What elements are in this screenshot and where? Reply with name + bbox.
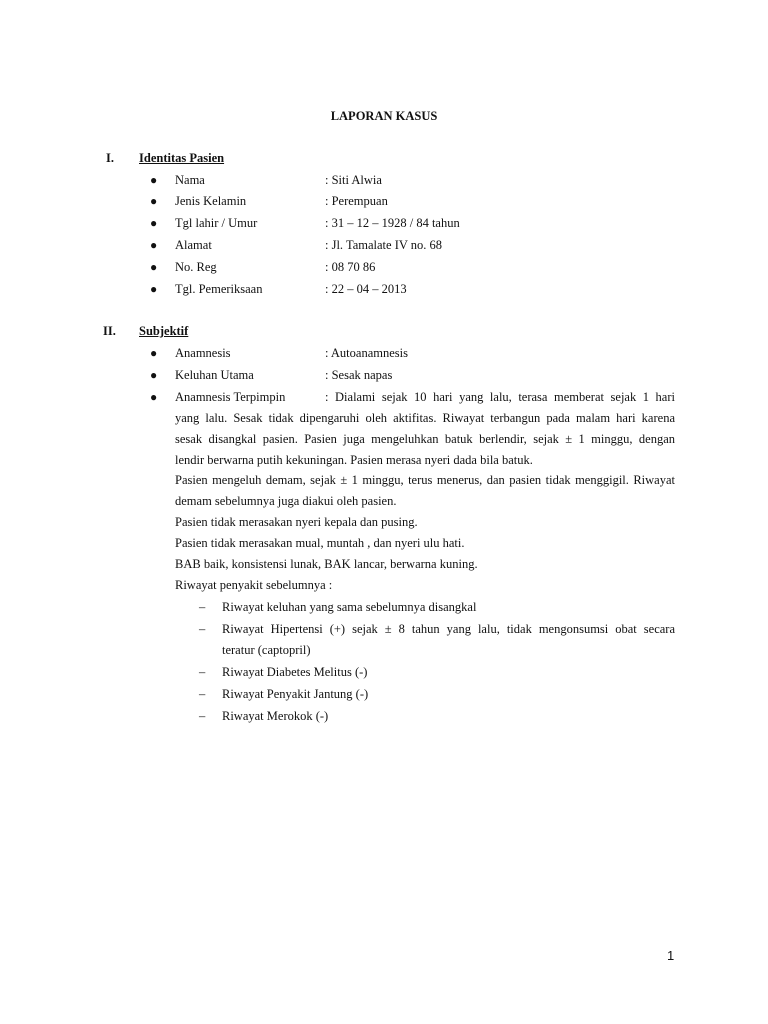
field-label: Alamat — [175, 238, 212, 252]
field-label: Tgl. Pemeriksaan — [175, 282, 263, 296]
bullet-icon: ● — [150, 173, 158, 187]
bullet-icon: ● — [150, 194, 158, 208]
bullet-icon: ● — [150, 260, 158, 274]
riwayat-item-continuation: teratur (captopril) — [222, 643, 311, 657]
dash-icon: – — [199, 600, 206, 614]
field-label: No. Reg — [175, 260, 217, 274]
riwayat-item: Riwayat Diabetes Melitus (-) — [222, 665, 368, 679]
bullet-icon: ● — [150, 346, 158, 360]
riwayat-item: Riwayat Penyakit Jantung (-) — [222, 687, 369, 701]
paragraph-line: demam sebelumnya juga diakui oleh pasien. — [175, 494, 397, 508]
paragraph-line: Riwayat penyakit sebelumnya : — [175, 578, 333, 592]
section-number-identitas: I. — [106, 151, 114, 165]
paragraph-line: Pasien tidak merasakan nyeri kepala dan pusing. — [175, 515, 418, 529]
document-title: LAPORAN KASUS — [330, 109, 438, 123]
page-number: 1 — [667, 948, 675, 963]
bullet-icon: ● — [150, 390, 158, 404]
field-label: Jenis Kelamin — [175, 194, 247, 208]
field-value: : Jl. Tamalate IV no. 68 — [325, 238, 443, 252]
dash-icon: – — [199, 687, 206, 701]
field-label: Nama — [175, 173, 205, 187]
paragraph-line: BAB baik, konsistensi lunak, BAK lancar, berwarna kuning. — [175, 557, 478, 571]
bullet-icon: ● — [150, 368, 158, 382]
field-value: : Siti Alwia — [325, 173, 382, 187]
anamnesis-terpimpin-first-line: : Dialami sejak 10 hari yang lalu, terasa memberat sejak 1 hari — [325, 390, 675, 404]
field-label: Keluhan Utama — [175, 368, 254, 382]
riwayat-item: Riwayat Merokok (-) — [222, 709, 329, 723]
field-value: : Perempuan — [325, 194, 388, 208]
field-label: Tgl lahir / Umur — [175, 216, 258, 230]
bullet-icon: ● — [150, 216, 158, 230]
paragraph-line: Pasien mengeluh demam, sejak ± 1 minggu, terus menerus, dan pasien tidak menggigil. Riwayat — [175, 473, 675, 487]
field-label: Anamnesis Terpimpin — [175, 390, 286, 404]
field-value: : Sesak napas — [325, 368, 393, 382]
dash-icon: – — [199, 665, 206, 679]
field-label: Anamnesis — [175, 346, 231, 360]
field-value: : Autoanamnesis — [325, 346, 408, 360]
bullet-icon: ● — [150, 238, 158, 252]
dash-icon: – — [199, 622, 206, 636]
section-number-subjektif: II. — [103, 324, 116, 338]
dash-icon: – — [199, 709, 206, 723]
paragraph-line: lendir berwarna putih kekuningan. Pasien merasa nyeri dada bila batuk. — [175, 453, 533, 467]
field-value: : 22 – 04 – 2013 — [325, 282, 407, 296]
riwayat-item: Riwayat Hipertensi (+) sejak ± 8 tahun yang lalu, tidak mengonsumsi obat secara — [222, 622, 675, 636]
paragraph-line: sesak disangkal pasien. Pasien juga mengeluhkan batuk berlendir, sejak ± 1 minggu, dengan — [175, 432, 675, 446]
paragraph-line: yang lalu. Sesak tidak dipengaruhi oleh aktifitas. Riwayat terbangun pada malam hari karena — [175, 411, 675, 425]
bullet-icon: ● — [150, 282, 158, 296]
field-value: : 31 – 12 – 1928 / 84 tahun — [325, 216, 460, 230]
section-heading-identitas: Identitas Pasien — [139, 151, 225, 165]
riwayat-item: Riwayat keluhan yang sama sebelumnya disangkal — [222, 600, 477, 614]
paragraph-line: Pasien tidak merasakan mual, muntah , dan nyeri ulu hati. — [175, 536, 465, 550]
field-value: : 08 70 86 — [325, 260, 376, 274]
section-heading-subjektif: Subjektif — [139, 324, 189, 338]
